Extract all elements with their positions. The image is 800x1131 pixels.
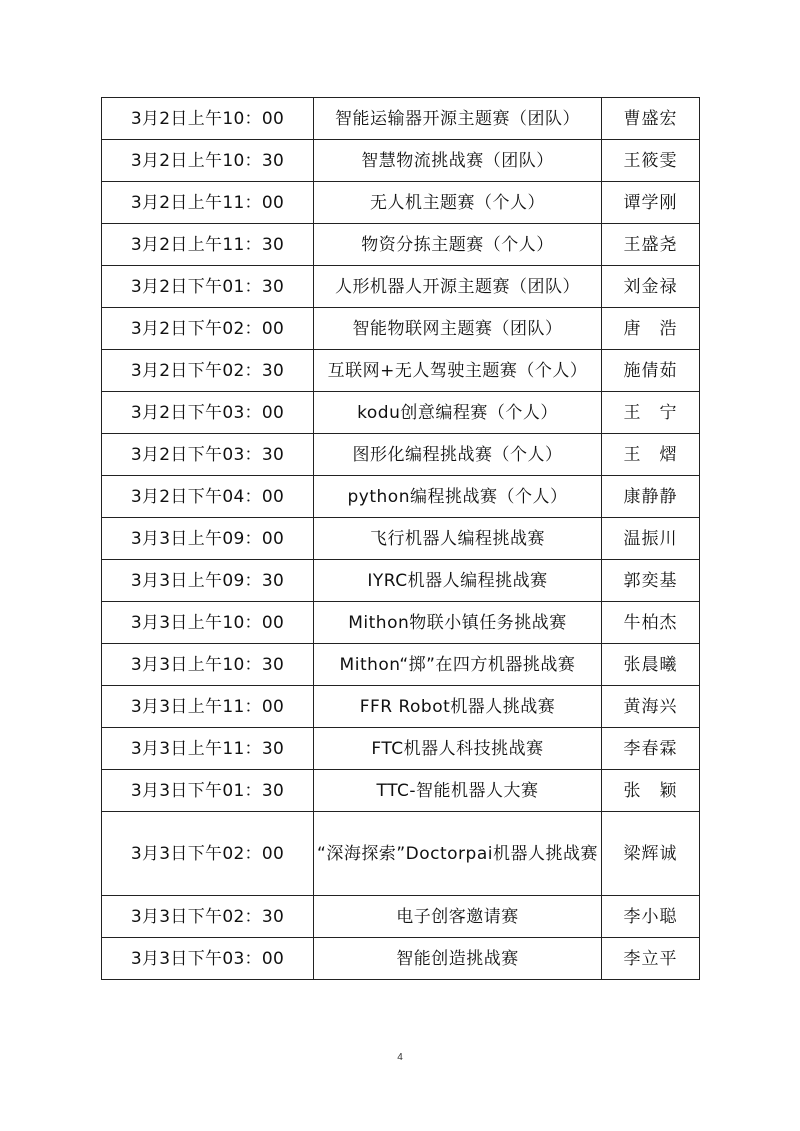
event-cell: 图形化编程挑战赛（个人）: [314, 434, 602, 476]
event-cell: 智能创造挑战赛: [314, 938, 602, 980]
table-row: [102, 476, 700, 518]
table-row: [102, 140, 700, 182]
event-cell: 无人机主题赛（个人）: [314, 182, 602, 224]
event-cell: Mithon“掷”在四方机器挑战赛: [314, 644, 602, 686]
person-cell: 康静静: [602, 476, 700, 518]
table-row: [102, 182, 700, 224]
person-cell: 王盛尧: [602, 224, 700, 266]
table-row: [102, 896, 700, 938]
time-cell: 3月2日下午02：00: [102, 308, 314, 350]
time-cell: 3月3日上午09：00: [102, 518, 314, 560]
time-cell: 3月2日下午02：30: [102, 350, 314, 392]
schedule-table: [101, 97, 700, 980]
person-cell: 李立平: [602, 938, 700, 980]
time-cell: 3月2日上午10：00: [102, 98, 314, 140]
time-cell: 3月3日上午11：30: [102, 728, 314, 770]
event-cell: 智能运输器开源主题赛（团队）: [314, 98, 602, 140]
time-cell: 3月3日下午01：30: [102, 770, 314, 812]
table-row: [102, 728, 700, 770]
event-cell: “深海探索”Doctorpai机器人挑战赛: [314, 812, 602, 896]
person-cell: 梁辉诚: [602, 812, 700, 896]
table-row: [102, 350, 700, 392]
schedule-table-body: [102, 98, 700, 980]
time-cell: 3月2日下午03：30: [102, 434, 314, 476]
table-row: [102, 224, 700, 266]
person-cell: 刘金禄: [602, 266, 700, 308]
person-cell: 张晨曦: [602, 644, 700, 686]
time-cell: 3月2日下午04：00: [102, 476, 314, 518]
table-row: [102, 308, 700, 350]
event-cell: kodu创意编程赛（个人）: [314, 392, 602, 434]
event-cell: FFR Robot机器人挑战赛: [314, 686, 602, 728]
person-cell: 温振川: [602, 518, 700, 560]
person-cell: 唐 浩: [602, 308, 700, 350]
time-cell: 3月3日上午11：00: [102, 686, 314, 728]
person-cell: 施倩茹: [602, 350, 700, 392]
page-number: 4: [397, 1052, 403, 1063]
person-cell: 李小聪: [602, 896, 700, 938]
event-cell: 电子创客邀请赛: [314, 896, 602, 938]
table-row: [102, 266, 700, 308]
time-cell: 3月2日上午11：00: [102, 182, 314, 224]
time-cell: 3月3日下午03：00: [102, 938, 314, 980]
time-cell: 3月2日上午10：30: [102, 140, 314, 182]
time-cell: 3月3日上午10：00: [102, 602, 314, 644]
table-row: [102, 938, 700, 980]
table-row: [102, 98, 700, 140]
person-cell: 王 熠: [602, 434, 700, 476]
event-cell: TTC-智能机器人大赛: [314, 770, 602, 812]
time-cell: 3月3日上午10：30: [102, 644, 314, 686]
table-row: [102, 518, 700, 560]
table-row: [102, 560, 700, 602]
time-cell: 3月2日下午01：30: [102, 266, 314, 308]
person-cell: 谭学刚: [602, 182, 700, 224]
table-row: [102, 686, 700, 728]
person-cell: 黄海兴: [602, 686, 700, 728]
table-row: [102, 434, 700, 476]
table-row: [102, 770, 700, 812]
event-cell: IYRC机器人编程挑战赛: [314, 560, 602, 602]
event-cell: python编程挑战赛（个人）: [314, 476, 602, 518]
event-cell: 智慧物流挑战赛（团队）: [314, 140, 602, 182]
person-cell: 曹盛宏: [602, 98, 700, 140]
person-cell: 张 颖: [602, 770, 700, 812]
event-cell: 人形机器人开源主题赛（团队）: [314, 266, 602, 308]
event-cell: Mithon物联小镇任务挑战赛: [314, 602, 602, 644]
table-row: [102, 644, 700, 686]
person-cell: 李春霖: [602, 728, 700, 770]
event-cell: 互联网+无人驾驶主题赛（个人）: [314, 350, 602, 392]
time-cell: 3月3日下午02：00: [102, 812, 314, 896]
person-cell: 王 宁: [602, 392, 700, 434]
time-cell: 3月3日上午09：30: [102, 560, 314, 602]
time-cell: 3月2日上午11：30: [102, 224, 314, 266]
table-row: [102, 812, 700, 896]
event-cell: FTC机器人科技挑战赛: [314, 728, 602, 770]
table-row: [102, 392, 700, 434]
time-cell: 3月3日下午02：30: [102, 896, 314, 938]
event-cell: 飞行机器人编程挑战赛: [314, 518, 602, 560]
person-cell: 牛柏杰: [602, 602, 700, 644]
event-cell: 智能物联网主题赛（团队）: [314, 308, 602, 350]
person-cell: 王筱雯: [602, 140, 700, 182]
event-cell: 物资分拣主题赛（个人）: [314, 224, 602, 266]
person-cell: 郭奕基: [602, 560, 700, 602]
time-cell: 3月2日下午03：00: [102, 392, 314, 434]
table-row: [102, 602, 700, 644]
